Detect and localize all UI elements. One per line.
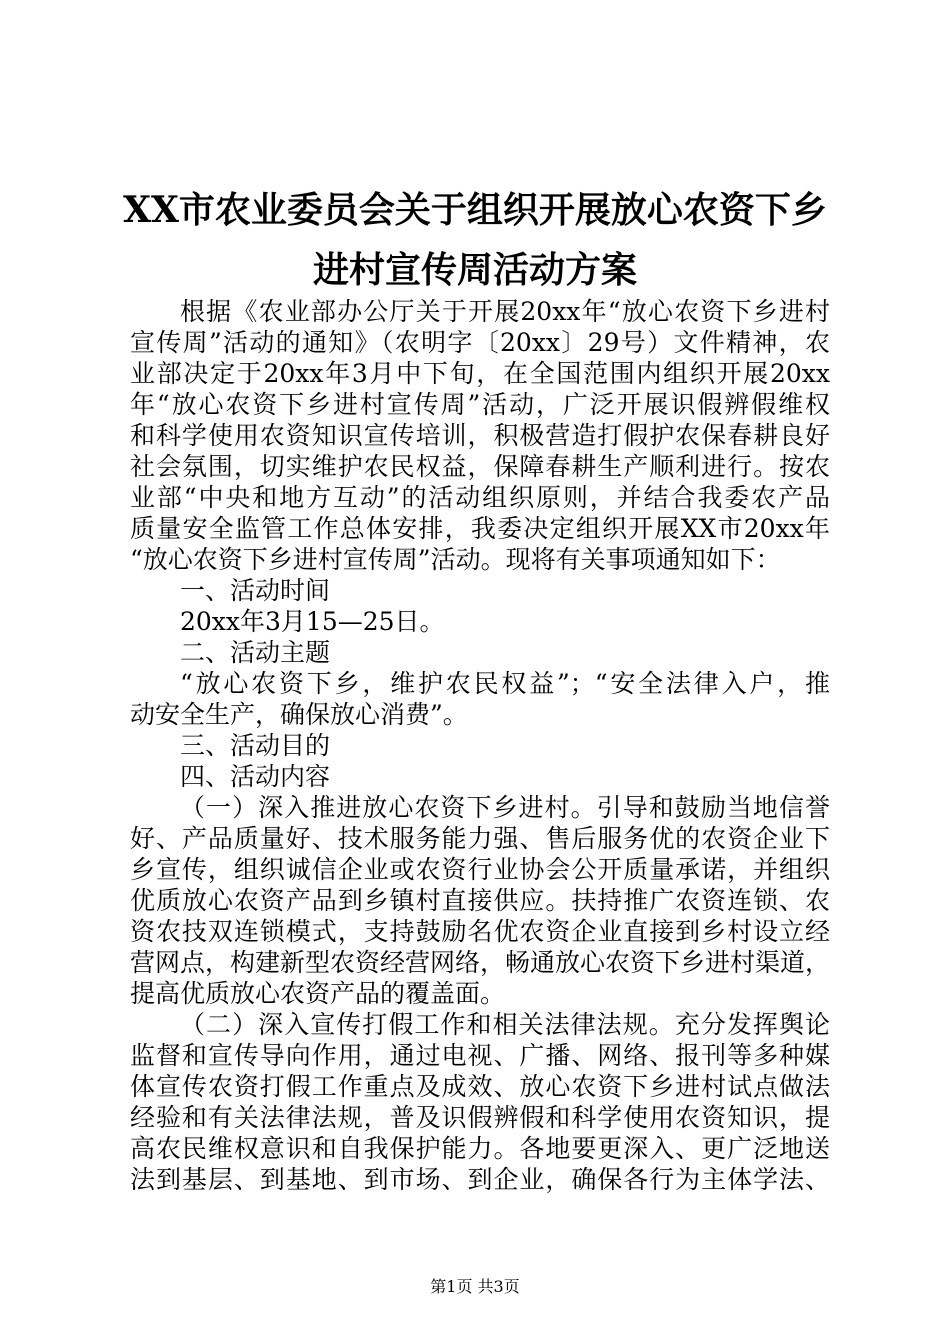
body-line: 资农技双连锁模式，支持鼓励名优农资企业直接到乡村设立经	[130, 917, 830, 946]
body-line: “放心农资下乡，维护农民权益”；“安全法律入户，推	[180, 669, 830, 698]
body-line: 年“放心农资下乡进村宣传周”活动，广泛开展识假辨假维权	[130, 390, 830, 419]
body-line: 监督和宣传导向作用，通过电视、广播、网络、报刊等多种媒	[130, 1041, 830, 1070]
section-heading: 三、活动目的	[180, 731, 331, 760]
section-heading: 四、活动内容	[180, 762, 331, 791]
body-line: 20xx年3月15—25日。	[180, 607, 445, 636]
document-title-line-2: 进村宣传周活动方案	[312, 249, 637, 291]
body-line: 质量安全监管工作总体安排，我委决定组织开展XX市20xx年	[130, 514, 830, 543]
body-line: 优质放心农资产品到乡镇村直接供应。扶持推广农资连锁、农	[130, 886, 830, 915]
section-heading: 二、活动主题	[180, 638, 331, 667]
body-line: 和科学使用农资知识宣传培训，积极营造打假护农保春耕良好	[130, 421, 830, 450]
body-line: 乡宣传，组织诚信企业或农资行业协会公开质量承诺，并组织	[130, 855, 830, 884]
body-line: 业部决定于20xx年3月中下旬，在全国范围内组织开展20xx	[130, 359, 830, 388]
body-line: 根据《农业部办公厅关于开展20xx年“放心农资下乡进村	[180, 297, 830, 326]
body-line: 营网点，构建新型农资经营网络，畅通放心农资下乡进村渠道，	[130, 948, 831, 977]
body-line: 经验和有关法律法规，普及识假辨假和科学使用农资知识，提	[130, 1103, 830, 1132]
body-line: 法到基层、到基地、到市场、到企业，确保各行为主体学法、	[130, 1165, 830, 1194]
body-line: （二）深入宣传打假工作和相关法律法规。充分发挥舆论	[180, 1010, 830, 1039]
body-line: 社会氛围，切实维护农民权益，保障春耕生产顺利进行。按农	[130, 452, 830, 481]
body-line: 高农民维权意识和自我保护能力。各地要更深入、更广泛地送	[130, 1134, 830, 1163]
body-line: “放心农资下乡进村宣传周”活动。现将有关事项通知如下：	[130, 545, 781, 574]
body-line: 提高优质放心农资产品的覆盖面。	[130, 979, 506, 1008]
page-number: 第1页 共3页	[430, 1277, 520, 1296]
body-line: 好、产品质量好、技术服务能力强、售后服务优的农资企业下	[130, 824, 830, 853]
document-title-line-1: XX市农业委员会关于组织开展放心农资下乡	[123, 189, 827, 231]
body-line: 动安全生产，确保放心消费”。	[130, 700, 468, 729]
document-body	[130, 296, 830, 1195]
body-line: （一）深入推进放心农资下乡进村。引导和鼓励当地信誉	[180, 793, 830, 822]
section-heading: 一、活动时间	[180, 576, 331, 605]
body-line: 体宣传农资打假工作重点及成效、放心农资下乡进村试点做法	[130, 1072, 830, 1101]
body-line: 宣传周”活动的通知》（农明字〔20xx〕29号）文件精神，农	[130, 328, 830, 357]
body-line: 业部“中央和地方互动”的活动组织原则，并结合我委农产品	[130, 483, 830, 512]
